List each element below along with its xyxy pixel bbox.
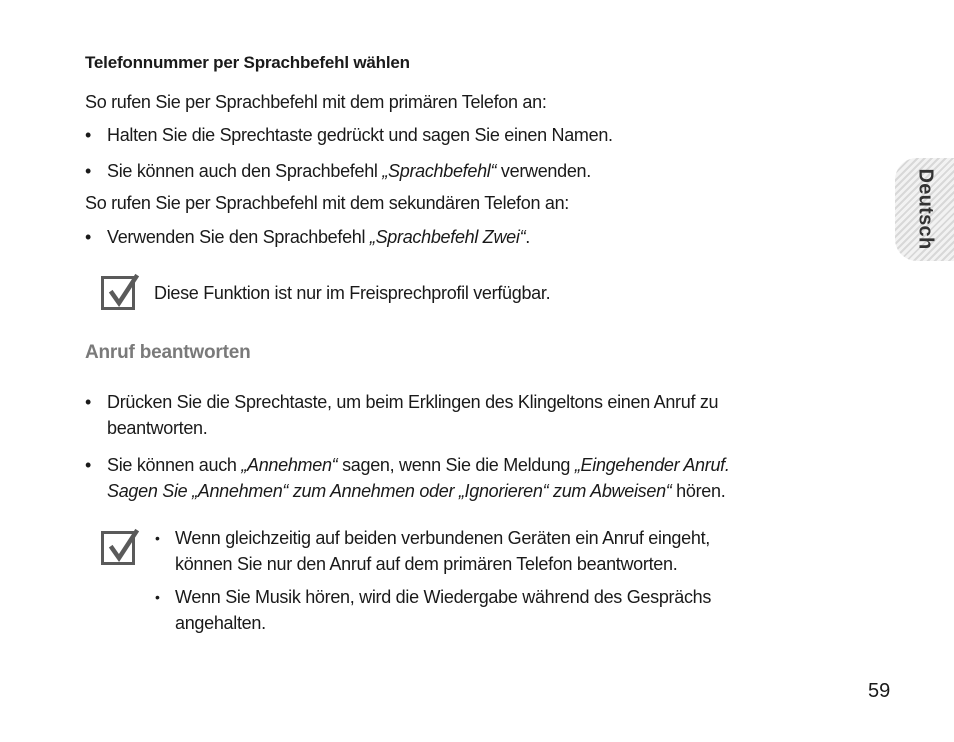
list-item (85, 452, 730, 504)
checkmark-note-icon (101, 276, 135, 310)
language-tab-label: Deutsch (914, 168, 937, 250)
bullet-marker: • (85, 227, 92, 247)
section-heading-answer-call: Anruf beantworten (85, 342, 251, 363)
bullet-marker: • (85, 161, 92, 181)
bullet-marker: • (85, 125, 92, 145)
section-heading-voice-dial: Telefonnummer per Sprachbefehl wählen (85, 53, 410, 72)
list-item (85, 158, 591, 184)
list-item-text: Verwenden Sie den Sprachbefehl „Sprachbefehl Zwei“. (107, 227, 530, 247)
note-list-item (155, 525, 710, 577)
bullet-marker: • (155, 530, 160, 546)
intro-primary-phone: So rufen Sie per Sprachbefehl mit dem primären Telefon an: (85, 92, 547, 112)
note-text: Diese Funktion ist nur im Freisprechprofil verfügbar. (154, 283, 551, 303)
intro-secondary-phone: So rufen Sie per Sprachbefehl mit dem sekundären Telefon an: (85, 193, 569, 213)
page-number: 59 (868, 680, 891, 702)
bullet-marker: • (155, 589, 160, 605)
bullet-marker: • (85, 455, 92, 475)
bullet-marker: • (85, 392, 92, 412)
list-item (85, 224, 530, 250)
note-list-item-text: Wenn gleichzeitig auf beiden verbundenen Geräten ein Anruf eingeht, können Sie nur den Anruf auf dem primären Telefon beantworten. (175, 528, 710, 574)
note-list-item-text: Wenn Sie Musik hören, wird die Wiedergabe während des Gesprächs angehalten. (175, 587, 712, 633)
list-item-text: Drücken Sie die Sprechtaste, um beim Erklingen des Klingeltons einen Anruf zu beantworten. (107, 392, 719, 438)
list-item-text: Sie können auch „Annehmen“ sagen, wenn Sie die Meldung „Eingehender Anruf. Sagen Sie „Annehmen“ zum Annehmen oder „Ignorieren“ zum Abweisen“ hören. (107, 455, 730, 501)
language-side-tab (895, 158, 954, 261)
note-list-item (155, 584, 711, 636)
list-item (85, 389, 718, 441)
list-item-text: Halten Sie die Sprechtaste gedrückt und sagen Sie einen Namen. (107, 125, 613, 145)
list-item (85, 122, 613, 148)
checkmark-note-icon (101, 531, 135, 565)
list-item-text: Sie können auch den Sprachbefehl „Sprachbefehl“ verwenden. (107, 161, 591, 181)
